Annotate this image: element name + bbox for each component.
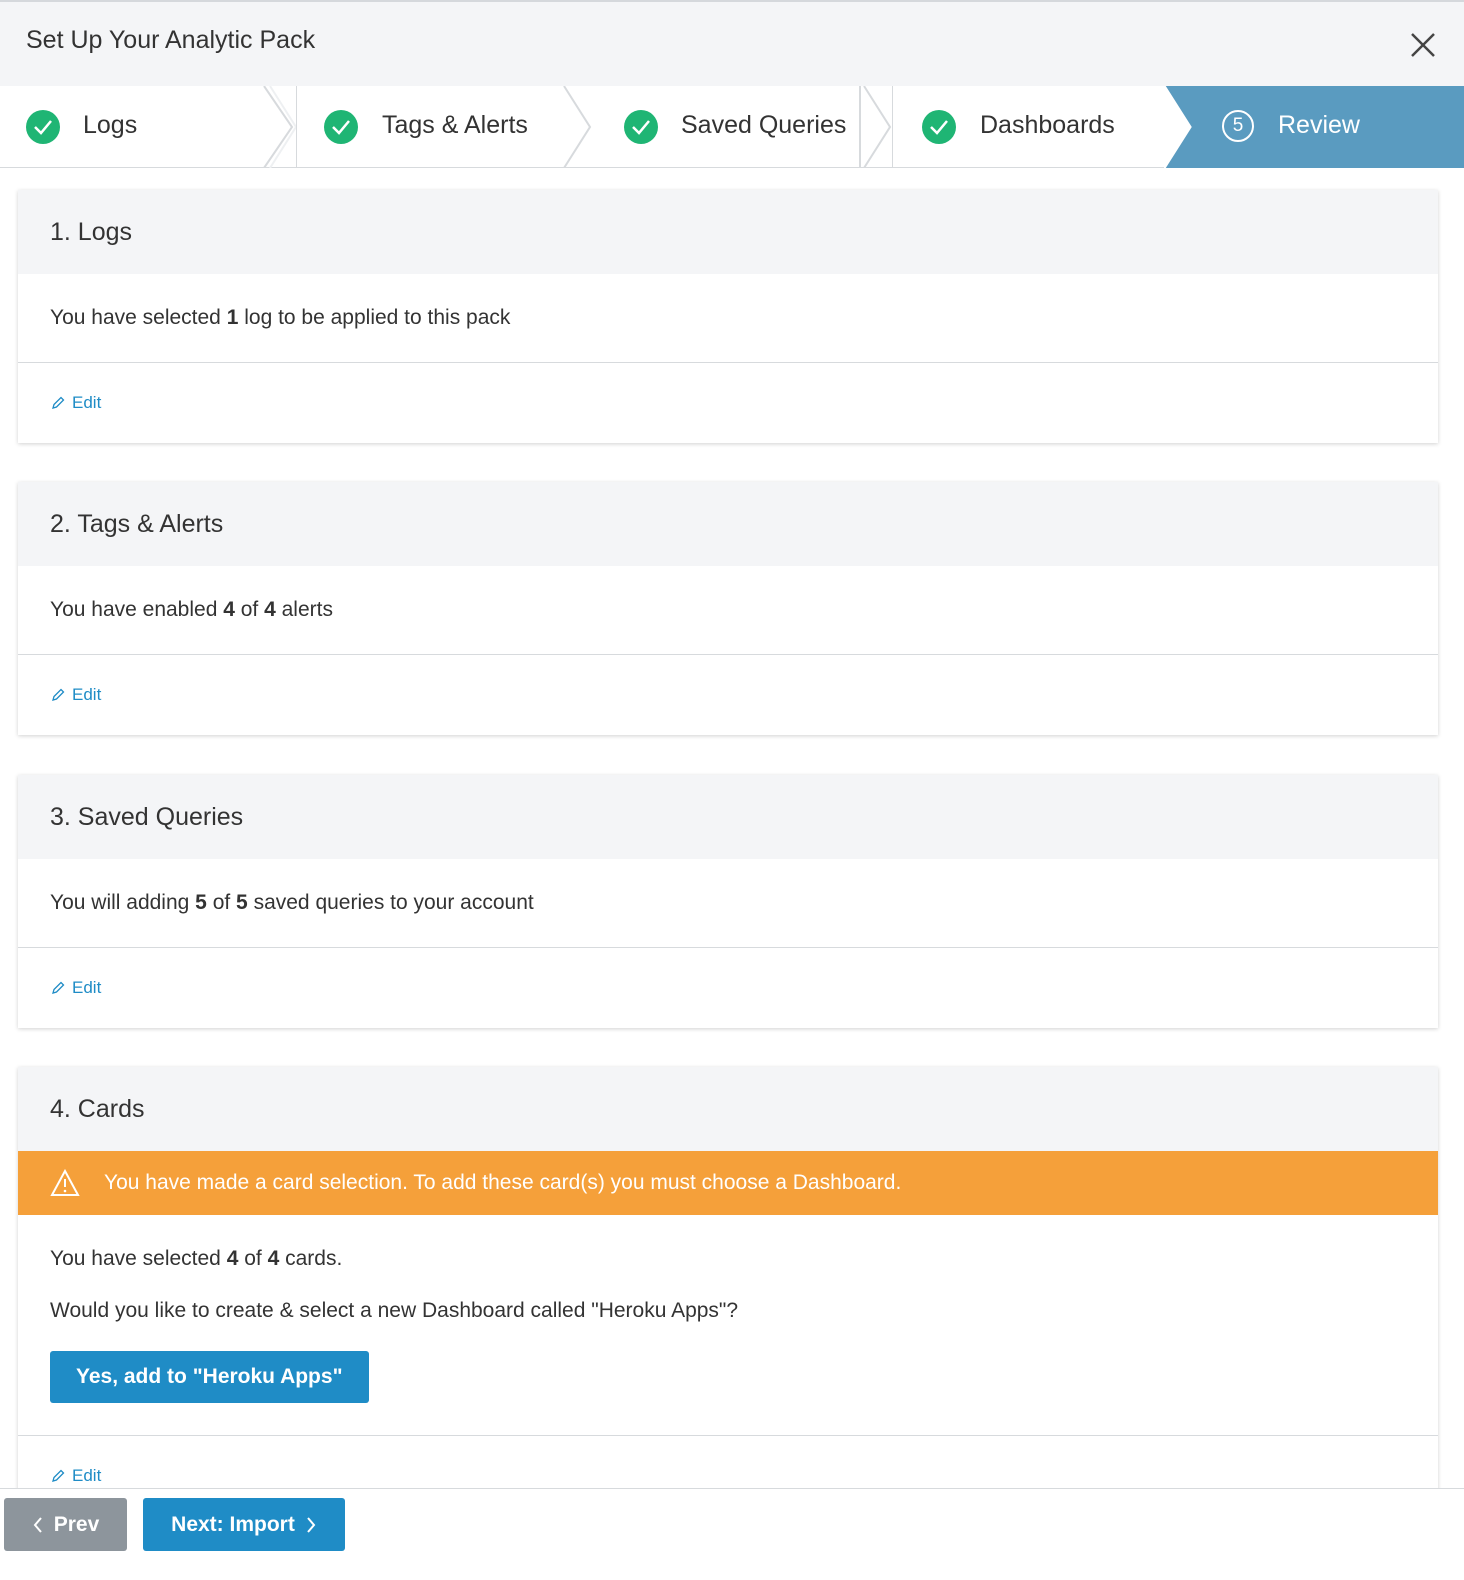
prev-button[interactable]: Prev <box>4 1498 127 1551</box>
step-tags-alerts[interactable] <box>296 86 594 168</box>
close-icon[interactable] <box>1406 28 1440 62</box>
check-circle-icon <box>324 110 358 144</box>
warning-text: You have made a card selection. To add these card(s) you must choose a Dashboard. <box>104 1171 902 1194</box>
section-footer <box>18 363 1438 443</box>
section-saved-queries <box>18 775 1438 1028</box>
chevron-right-icon <box>305 1516 317 1534</box>
check-circle-icon <box>922 110 956 144</box>
section-title: 3. Saved Queries <box>18 775 1438 859</box>
step-number-badge: 5 <box>1222 110 1254 142</box>
check-circle-icon <box>26 110 60 144</box>
step-review[interactable] <box>1164 86 1464 168</box>
edit-cards-link[interactable]: Edit <box>50 1466 101 1486</box>
section-footer <box>18 655 1438 735</box>
modal-title: Set Up Your Analytic Pack <box>26 26 316 54</box>
edit-queries-link[interactable]: Edit <box>50 978 101 998</box>
pencil-icon <box>50 980 66 996</box>
review-content[interactable] <box>0 168 1464 1498</box>
pencil-icon <box>50 1468 66 1484</box>
pencil-icon <box>50 395 66 411</box>
add-to-dashboard-button[interactable]: Yes, add to "Heroku Apps" <box>50 1351 369 1403</box>
modal-header <box>0 2 1464 86</box>
section-cards <box>18 1067 1438 1498</box>
dashboard-question: Would you like to create & select a new Dashboard called "Heroku Apps"? <box>50 1299 739 1322</box>
section-tags-alerts <box>18 482 1438 735</box>
cards-count-text: You have selected 4 of 4 cards. <box>50 1247 343 1270</box>
section-summary: You have enabled 4 of 4 alerts <box>18 566 1438 655</box>
edit-alerts-link[interactable]: Edit <box>50 685 101 705</box>
step-saved-queries[interactable] <box>594 86 892 168</box>
step-label: Dashboards <box>980 111 1115 139</box>
warning-banner <box>18 1151 1438 1215</box>
section-summary: You will adding 5 of 5 saved queries to your account <box>18 859 1438 948</box>
step-label: Review <box>1278 111 1360 139</box>
step-label: Tags & Alerts <box>382 111 528 139</box>
chevron-left-icon <box>32 1516 44 1534</box>
next-import-button[interactable]: Next: Import <box>143 1498 345 1551</box>
step-dashboards[interactable] <box>892 86 1192 168</box>
step-label: Logs <box>83 111 138 139</box>
modal-footer <box>0 1488 1464 1580</box>
pencil-icon <box>50 687 66 703</box>
step-logs[interactable] <box>0 86 296 168</box>
section-summary: You have selected 1 log to be applied to this pack <box>18 274 1438 363</box>
section-footer <box>18 948 1438 1028</box>
section-title: 1. Logs <box>18 190 1438 274</box>
edit-logs-link[interactable]: Edit <box>50 393 101 413</box>
section-summary <box>18 1215 1438 1436</box>
check-circle-icon <box>624 110 658 144</box>
section-logs <box>18 190 1438 443</box>
step-label: Saved Queries <box>681 111 847 139</box>
section-title: 2. Tags & Alerts <box>18 482 1438 566</box>
wizard-stepper <box>0 86 1464 168</box>
warning-icon <box>50 1169 80 1197</box>
section-title: 4. Cards <box>18 1067 1438 1151</box>
